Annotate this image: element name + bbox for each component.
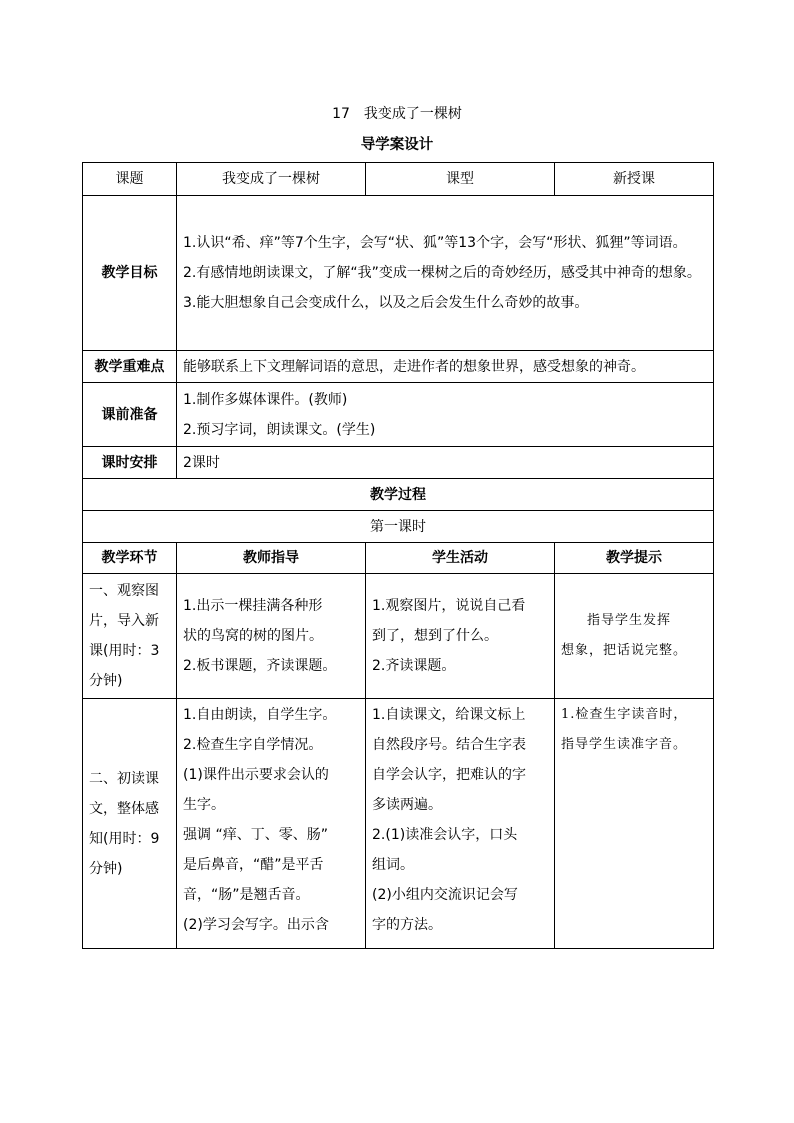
hours-value: 2课时 [177, 447, 714, 479]
period-label: 第一课时 [83, 511, 714, 543]
lesson-plan-table [82, 162, 714, 949]
column-header: 学生活动 [366, 543, 555, 574]
column-header: 教学环节 [83, 543, 177, 574]
teacher-line: 音，“肠”是翘舌音。 [183, 887, 310, 903]
teacher-line: (1)课件出示要求会认的 [183, 767, 329, 783]
goal-item: 2.有感情地朗读课文，了解“我”变成一棵树之后的奇妙经历，感受其中神奇的想象。 [183, 265, 701, 281]
student-line: 2.(1)读准会认字，口头 [372, 827, 518, 843]
column-header: 教学提示 [555, 543, 714, 574]
table-row [83, 699, 714, 949]
teacher-line: 强调 “痒、丁、零、肠” [183, 827, 328, 843]
student-line: 组词。 [372, 857, 414, 873]
stage-cell [83, 574, 177, 699]
stage-line: 课(用时：3 [89, 643, 160, 659]
student-line: 1.观察图片，说说自己看 [372, 598, 526, 614]
student-cell [366, 574, 555, 699]
goals-cell [177, 196, 714, 351]
student-line: 自然段序号。结合生字表 [372, 737, 526, 753]
teacher-line: 1.出示一棵挂满各种形 [183, 598, 323, 614]
goal-item: 1.认识“希、痒”等7个生字，会写“状、狐”等13个字，会写“形状、狐狸”等词语。 [183, 235, 687, 251]
topic-value: 我变成了一棵树 [177, 163, 366, 196]
page-subtitle: 导学案设计 [360, 137, 434, 153]
student-line: 2.齐读课题。 [372, 658, 456, 674]
stage-line: 文，整体感 [89, 800, 159, 817]
column-header-row [83, 543, 714, 574]
process-heading-row [83, 479, 714, 511]
teacher-line: 生字。 [183, 797, 225, 813]
type-label: 课型 [366, 163, 555, 196]
goals-label: 教学目标 [83, 196, 177, 351]
type-value: 新授课 [555, 163, 714, 196]
student-line: 字的方法。 [372, 917, 442, 933]
column-header: 教师指导 [177, 543, 366, 574]
tip-line: 1.检查生字读音时， [561, 707, 688, 722]
teacher-cell [177, 574, 366, 699]
stage-line: 分钟) [89, 673, 123, 689]
stage-line: 二、初读课 [89, 770, 159, 787]
tip-line: 指导学生读准字音。 [561, 737, 688, 752]
stage-cell [83, 699, 177, 949]
key-label: 教学重难点 [83, 351, 177, 383]
teacher-line: 2.检查生字自学情况。 [183, 737, 323, 753]
stage-line: 一、观察图 [89, 583, 159, 599]
teacher-line: 是后鼻音，“醋”是平舌 [183, 857, 324, 873]
hours-row [83, 447, 714, 479]
teacher-line: 2.板书课题，齐读课题。 [183, 658, 337, 674]
prep-item: 2.预习字词，朗读课文。(学生) [183, 421, 376, 438]
key-row [83, 351, 714, 383]
tip-cell [555, 574, 714, 699]
prep-label: 课前准备 [83, 383, 177, 447]
tip-cell [555, 699, 714, 949]
student-line: 自学会认字，把难认的字 [372, 767, 526, 783]
hours-label: 课时安排 [83, 447, 177, 479]
student-line: 到了，想到了什么。 [372, 628, 498, 644]
teacher-line: 状的鸟窝的树的图片。 [183, 628, 323, 644]
student-line: 多读两遍。 [372, 797, 442, 813]
teacher-line: 1.自由朗读，自学生字。 [183, 707, 337, 723]
topic-row [83, 163, 714, 196]
prep-item: 1.制作多媒体课件。(教师) [183, 391, 348, 408]
tip-line: 指导学生发挥 [587, 613, 672, 628]
process-heading: 教学过程 [83, 479, 714, 511]
key-value: 能够联系上下文理解词语的意思，走进作者的想象世界，感受想象的神奇。 [177, 351, 714, 383]
prep-row [83, 383, 714, 447]
period-row [83, 511, 714, 543]
teacher-line: (2)学习会写字。出示含 [183, 917, 329, 933]
tip-line: 想象，把话说完整。 [561, 643, 688, 658]
stage-line: 片，导入新 [89, 613, 159, 629]
lesson-title: 17 我变成了一棵树 [332, 106, 462, 122]
table-row [83, 574, 714, 699]
student-line: (2)小组内交流识记会写 [372, 887, 518, 903]
stage-line: 分钟) [89, 860, 123, 877]
prep-cell [177, 383, 714, 447]
goal-item: 3.能大胆想象自己会变成什么，以及之后会发生什么奇妙的故事。 [183, 295, 589, 311]
student-cell [366, 699, 555, 949]
teacher-cell [177, 699, 366, 949]
goals-row [83, 196, 714, 351]
student-line: 1.自读课文，给课文标上 [372, 707, 526, 723]
topic-label: 课题 [83, 163, 177, 196]
stage-line: 知(用时：9 [89, 830, 160, 847]
